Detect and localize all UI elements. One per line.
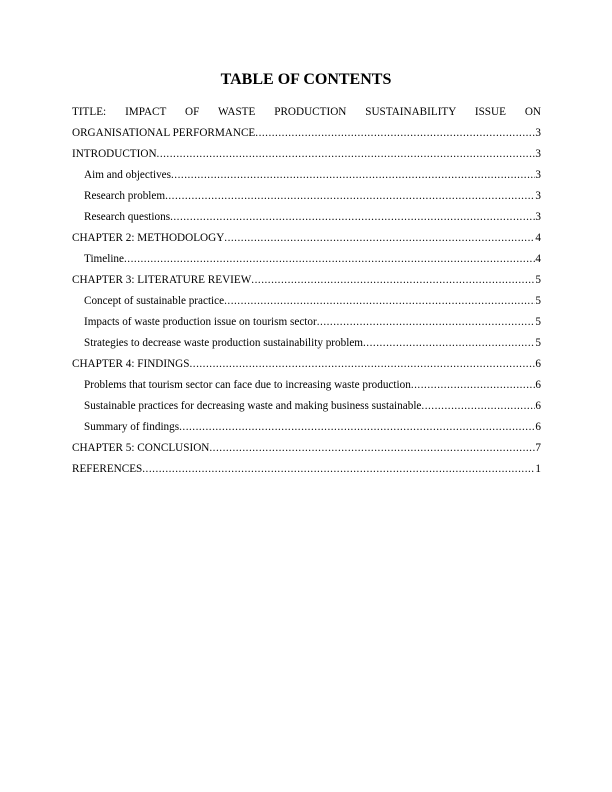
toc-entry-methodology[interactable] [72, 228, 541, 249]
dot-leader [224, 228, 535, 249]
toc-entry-literature-review[interactable] [72, 270, 541, 291]
toc-entry-research-questions[interactable] [72, 207, 541, 228]
toc-entry-timeline[interactable] [72, 249, 541, 270]
toc-entry-label: INTRODUCTION [72, 148, 157, 160]
dot-leader [142, 459, 535, 480]
toc-page-number: 4 [535, 232, 541, 244]
toc-entry-label: Concept of sustainable practice [84, 295, 225, 307]
dot-leader [124, 249, 535, 270]
toc-entry-introduction[interactable] [72, 144, 541, 165]
dot-leader [251, 270, 535, 291]
dot-leader [317, 312, 536, 333]
toc-entry-references[interactable] [72, 459, 541, 480]
toc-heading: TABLE OF CONTENTS [220, 71, 392, 88]
toc-entry-label: Research questions [84, 211, 171, 223]
toc-entry-conclusion[interactable] [72, 438, 541, 459]
dot-leader [179, 417, 535, 438]
toc-entry-aim-objectives[interactable] [72, 165, 541, 186]
dot-leader [209, 438, 535, 459]
toc-entry-label: Summary of findings [84, 421, 180, 433]
toc-entry-label: REFERENCES [72, 463, 143, 475]
toc-page-number: 6 [535, 421, 541, 433]
toc-entry-label: CHAPTER 3: LITERATURE REVIEW [72, 274, 252, 286]
toc-entry-title-line1: TITLE: IMPACT OF WASTE PRODUCTION SUSTAINABILITY ISSUE ON [72, 106, 541, 118]
dot-leader [411, 375, 536, 396]
toc-entry-label: CHAPTER 5: CONCLUSION [72, 442, 210, 454]
dot-leader [171, 165, 535, 186]
toc-entry-label: Problems that tourism sector can face due to increasing waste production [84, 379, 411, 391]
toc-page-number: 3 [535, 169, 541, 181]
toc-page-number: 5 [535, 316, 541, 328]
toc-entry-summary[interactable] [72, 417, 541, 438]
toc-entry-impacts-waste[interactable] [72, 312, 541, 333]
toc-entry-label: Strategies to decrease waste production sustainability problem [84, 337, 363, 349]
dot-leader [165, 186, 535, 207]
toc-page-number: 6 [535, 400, 541, 412]
toc-entry-sustainable-practices[interactable] [72, 396, 541, 417]
toc-page-number: 5 [535, 274, 541, 286]
toc-page-number: 5 [535, 337, 541, 349]
dot-leader [363, 333, 535, 354]
toc-entry-label: Research problem [84, 190, 166, 202]
toc-page-number: 6 [535, 358, 541, 370]
toc-entry-title[interactable] [72, 102, 541, 144]
dot-leader [189, 354, 535, 375]
dot-leader [170, 207, 535, 228]
toc-page-number: 3 [535, 190, 541, 202]
toc-page-number: 6 [535, 379, 541, 391]
toc-entry-findings[interactable] [72, 354, 541, 375]
toc-page-number: 1 [535, 463, 541, 475]
toc-page-number: 7 [535, 442, 541, 454]
toc-entry-label: Aim and objectives [84, 169, 171, 181]
toc-page-number: 4 [535, 253, 541, 265]
dot-leader [157, 144, 536, 165]
toc-entry-label: ORGANISATIONAL PERFORMANCE [72, 127, 256, 139]
toc-entry-research-problem[interactable] [72, 186, 541, 207]
toc-page-number: 3 [535, 127, 541, 139]
toc-entry-strategies[interactable] [72, 333, 541, 354]
toc-entry-label: Timeline [84, 253, 124, 265]
toc-entry-label: CHAPTER 2: METHODOLOGY [72, 232, 225, 244]
toc-entry-label: Impacts of waste production issue on tourism sector [84, 316, 317, 328]
dot-leader [224, 291, 535, 312]
dot-leader [255, 123, 535, 144]
toc-entry-label: CHAPTER 4: FINDINGS [72, 358, 190, 370]
toc-page-number: 3 [535, 148, 541, 160]
toc-entry-problems[interactable] [72, 375, 541, 396]
toc-page-number: 3 [535, 211, 541, 223]
toc-entry-sustainable-practice[interactable] [72, 291, 541, 312]
toc-entry-label: Sustainable practices for decreasing waste and making business sustainable [84, 400, 422, 412]
toc-list [72, 102, 541, 480]
toc-page-number: 5 [535, 295, 541, 307]
dot-leader [421, 396, 535, 417]
